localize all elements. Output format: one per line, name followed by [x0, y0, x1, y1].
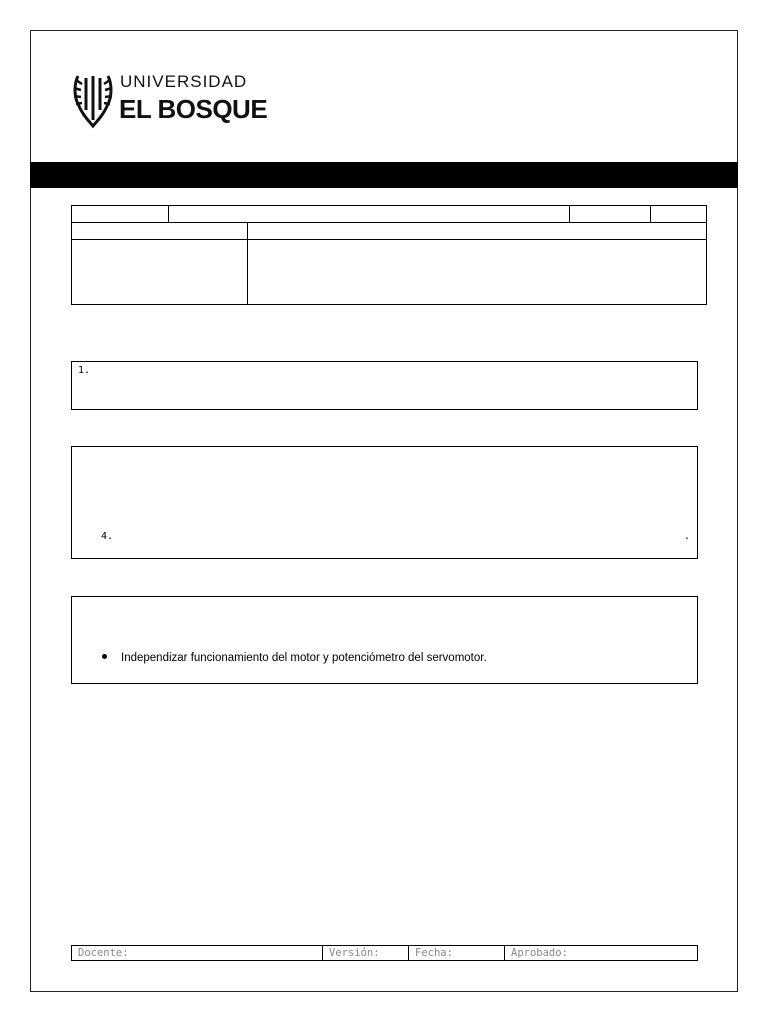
footer-docente: Docente: — [72, 946, 323, 960]
header-band — [30, 162, 738, 188]
bullet-icon — [102, 654, 107, 659]
info-cell — [248, 240, 707, 305]
list-item-number: 1. — [78, 365, 91, 376]
bullet-text: Independizar funcionamiento del motor y potenciómetro del servomotor. — [121, 652, 487, 664]
section-box-3 — [71, 596, 698, 684]
info-cell — [570, 206, 651, 223]
bullet-item — [102, 652, 487, 664]
info-cell — [651, 206, 707, 223]
list-item-number: 4. — [101, 531, 114, 542]
footer-version: Versión: — [323, 946, 409, 960]
info-cell — [72, 206, 169, 223]
info-cell — [248, 223, 707, 240]
section-box-1 — [71, 361, 698, 410]
info-table-bottom — [71, 222, 707, 305]
info-cell — [169, 206, 570, 223]
footer-aprobado: Aprobado: — [511, 947, 568, 959]
crest-icon — [72, 70, 114, 130]
info-table-top — [71, 205, 707, 223]
document-footer — [71, 945, 698, 961]
university-logo — [72, 70, 272, 130]
section-box-2 — [71, 446, 698, 559]
trailing-period: . — [684, 531, 691, 542]
info-cell — [72, 240, 248, 305]
logo-text-el-bosque: EL BOSQUE — [119, 94, 268, 124]
footer-fecha: Fecha: — [409, 946, 505, 960]
logo-text-universidad: UNIVERSIDAD — [120, 72, 248, 91]
info-cell — [72, 223, 248, 240]
